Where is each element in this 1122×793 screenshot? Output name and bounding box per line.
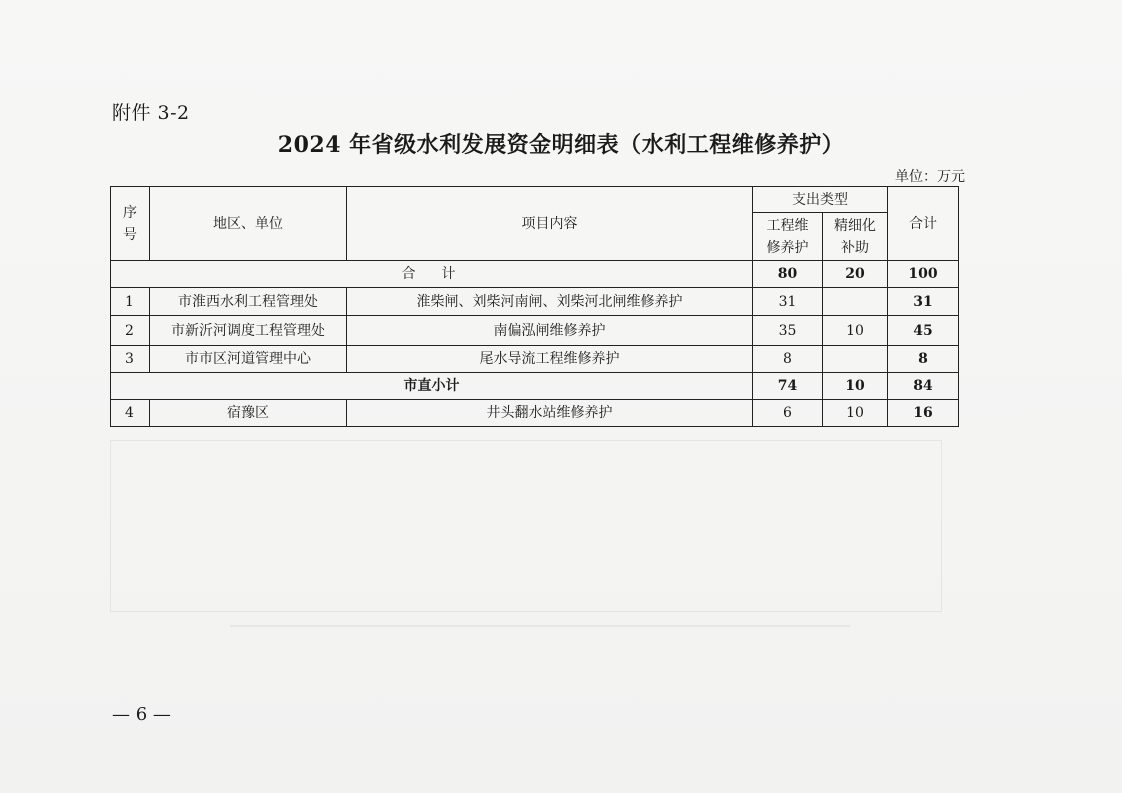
row-maintenance: 31 bbox=[753, 288, 823, 316]
total-header: 合计 bbox=[888, 187, 959, 261]
show-through-marks bbox=[230, 625, 850, 649]
row-maintenance: 35 bbox=[753, 316, 823, 346]
row-seq: 2 bbox=[111, 316, 150, 346]
grand-total-row bbox=[111, 261, 959, 288]
unit-label: 单位：万元 bbox=[895, 169, 965, 185]
row-refined: 10 bbox=[823, 400, 888, 427]
grand-total-refined: 20 bbox=[823, 261, 888, 288]
row-project: 淮柴闸、刘柴河南闸、刘柴河北闸维修养护 bbox=[347, 288, 753, 316]
table-row bbox=[111, 346, 959, 373]
row-total: 16 bbox=[888, 400, 959, 427]
budget-table bbox=[110, 186, 959, 427]
row-region: 市新沂河调度工程管理处 bbox=[150, 316, 347, 346]
table-row bbox=[111, 400, 959, 427]
row-total: 31 bbox=[888, 288, 959, 316]
subtotal-label: 市直小计 bbox=[111, 373, 753, 400]
row-project: 尾水导流工程维修养护 bbox=[347, 346, 753, 373]
grand-total-maintenance: 80 bbox=[753, 261, 823, 288]
seq-header bbox=[111, 187, 150, 261]
maintenance-header-line1: 工程维 bbox=[766, 217, 809, 234]
refined-header-line2: 补助 bbox=[841, 239, 869, 256]
document-title: 2024 年省级水利发展资金明细表（水利工程维修养护） bbox=[277, 132, 845, 158]
row-project: 井头翻水站维修养护 bbox=[347, 400, 753, 427]
grand-total-label: 合 计 bbox=[111, 261, 753, 288]
row-total: 45 bbox=[888, 316, 959, 346]
row-region: 市市区河道管理中心 bbox=[150, 346, 347, 373]
row-seq: 1 bbox=[111, 288, 150, 316]
table-row bbox=[111, 288, 959, 316]
expense-type-header: 支出类型 bbox=[753, 187, 888, 213]
row-total: 8 bbox=[888, 346, 959, 373]
row-seq: 3 bbox=[111, 346, 150, 373]
refined-header bbox=[823, 213, 888, 261]
page-number: — 6 — bbox=[112, 704, 171, 725]
row-maintenance: 6 bbox=[753, 400, 823, 427]
subtotal-total: 84 bbox=[888, 373, 959, 400]
show-through-marks bbox=[110, 440, 942, 612]
attachment-label: 附件 3-2 bbox=[112, 102, 190, 124]
region-header: 地区、单位 bbox=[150, 187, 347, 261]
row-maintenance: 8 bbox=[753, 346, 823, 373]
subtotal-refined: 10 bbox=[823, 373, 888, 400]
row-refined bbox=[823, 346, 888, 373]
subtotal-maintenance: 74 bbox=[753, 373, 823, 400]
row-refined: 10 bbox=[823, 316, 888, 346]
row-region: 宿豫区 bbox=[150, 400, 347, 427]
table-row bbox=[111, 316, 959, 346]
maintenance-header bbox=[753, 213, 823, 261]
maintenance-header-line2: 修养护 bbox=[766, 239, 809, 256]
row-project: 南偏泓闸维修养护 bbox=[347, 316, 753, 346]
grand-total-total: 100 bbox=[888, 261, 959, 288]
project-header: 项目内容 bbox=[347, 187, 753, 261]
subtotal-row bbox=[111, 373, 959, 400]
refined-header-line1: 精细化 bbox=[834, 217, 876, 234]
header-row bbox=[111, 187, 959, 213]
row-refined bbox=[823, 288, 888, 316]
row-region: 市淮西水利工程管理处 bbox=[150, 288, 347, 316]
seq-header-text: 序号 bbox=[123, 204, 137, 243]
row-seq: 4 bbox=[111, 400, 150, 427]
